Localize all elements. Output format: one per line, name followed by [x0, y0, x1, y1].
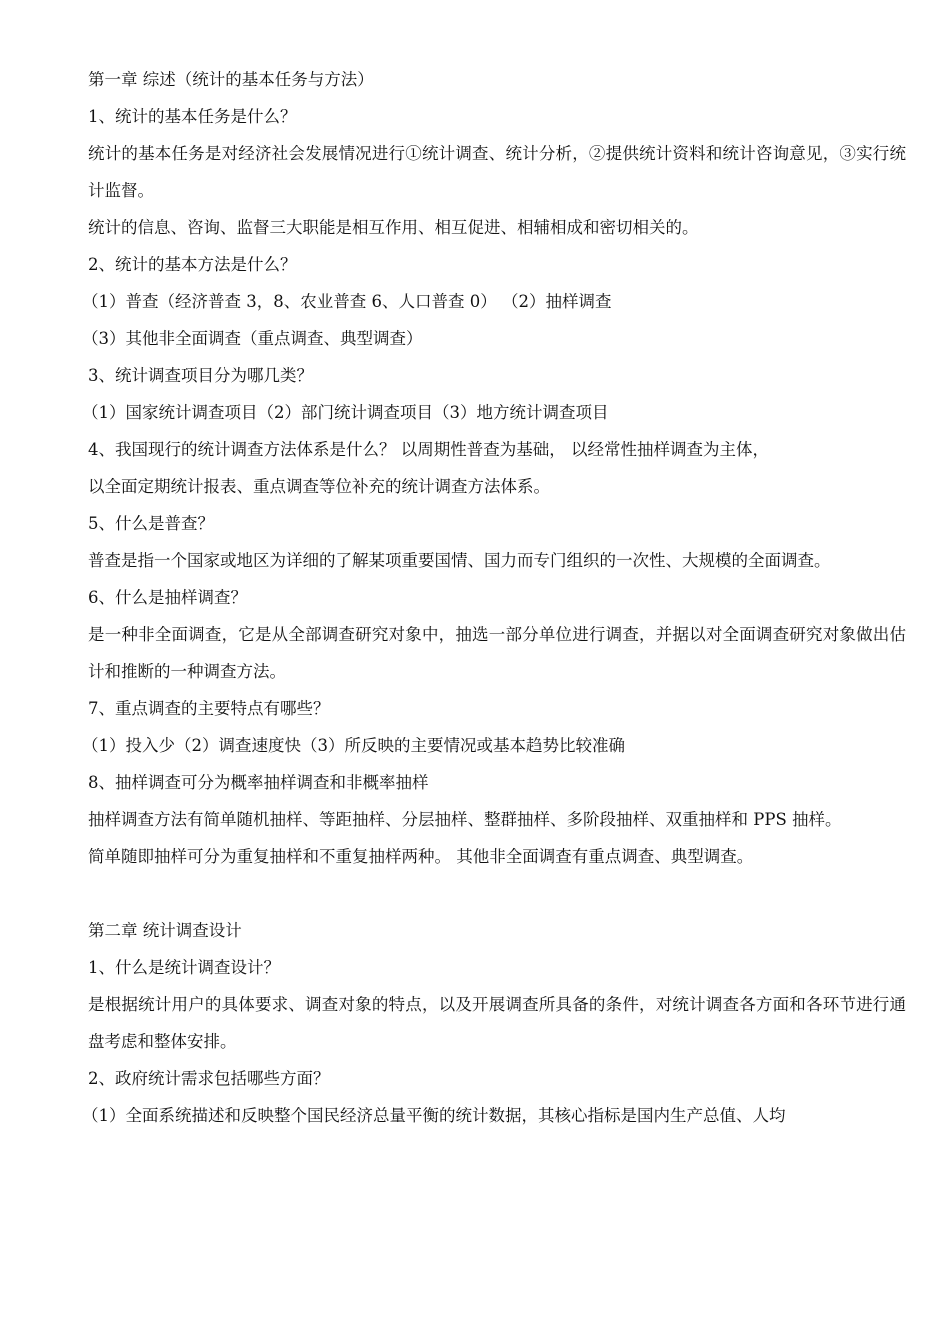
- answer-1-8-methods: 抽样调查方法有简单随机抽样、等距抽样、分层抽样、整群抽样、多阶段抽样、双重抽样和 PPS 抽样。: [88, 810, 842, 829]
- answer-1-6: 是一种非全面调查，它是从全部调查研究对象中，抽选一部分单位进行调查，并据以对全面调查研究对象做出估计和推断的一种调查方法。: [88, 625, 906, 681]
- question-1-4: 4、我国现行的统计调查方法体系是什么？ 以周期性普查为基础， 以经常性抽样调查为主体，: [88, 440, 769, 459]
- question-1-8: 8、抽样调查可分为概率抽样调查和非概率抽样: [88, 773, 429, 792]
- question-2-2: 2、政府统计需求包括哪些方面？: [88, 1069, 330, 1088]
- section-spacer: [88, 875, 906, 912]
- question-1-5: 5、什么是普查？: [88, 514, 214, 533]
- answer-1-2-line-a: （1）普查（经济普查 3，8、农业普查 6、人口普查 0） （2）抽样调查: [82, 292, 612, 311]
- answer-2-1: 是根据统计用户的具体要求、调查对象的特点，以及开展调查所具备的条件，对统计调查各方面和各环节进行通盘考虑和整体安排。: [88, 995, 906, 1051]
- question-2-1: 1、什么是统计调查设计？: [88, 958, 280, 977]
- chapter-2-title: 第二章 统计调查设计: [88, 921, 242, 940]
- question-1-3: 3、统计调查项目分为哪几类？: [88, 366, 313, 385]
- document-page: [82, 61, 906, 1134]
- question-1-1: 1、统计的基本任务是什么？: [88, 107, 297, 126]
- answer-1-5: 普查是指一个国家或地区为详细的了解某项重要国情、国力而专门组织的一次性、大规模的全面调查。: [88, 551, 831, 570]
- answer-1-8-random: 简单随即抽样可分为重复抽样和不重复抽样两种。 其他非全面调查有重点调查、典型调查。: [88, 847, 754, 866]
- answer-1-3: （1）国家统计调查项目（2）部门统计调查项目（3）地方统计调查项目: [82, 403, 609, 422]
- chapter-1-title: 第一章 综述（统计的基本任务与方法）: [88, 70, 374, 89]
- answer-1-2-line-b: （3）其他非全面调查（重点调查、典型调查）: [82, 329, 423, 348]
- answer-1-1-functions: 统计的信息、咨询、监督三大职能是相互作用、相互促进、相辅相成和密切相关的。: [88, 218, 699, 237]
- answer-1-4: 以全面定期统计报表、重点调查等位补充的统计调查方法体系。: [88, 477, 550, 496]
- question-1-7: 7、重点调查的主要特点有哪些？: [88, 699, 330, 718]
- answer-2-2: （1）全面系统描述和反映整个国民经济总量平衡的统计数据，其核心指标是国内生产总值、人均: [82, 1106, 786, 1125]
- answer-1-7: （1）投入少（2）调查速度快（3）所反映的主要情况或基本趋势比较准确: [82, 736, 625, 755]
- question-1-6: 6、什么是抽样调查？: [88, 588, 247, 607]
- question-1-2: 2、统计的基本方法是什么？: [88, 255, 297, 274]
- answer-1-1: 统计的基本任务是对经济社会发展情况进行①统计调查、统计分析，②提供统计资料和统计咨询意见，③实行统计监督。: [88, 144, 906, 200]
